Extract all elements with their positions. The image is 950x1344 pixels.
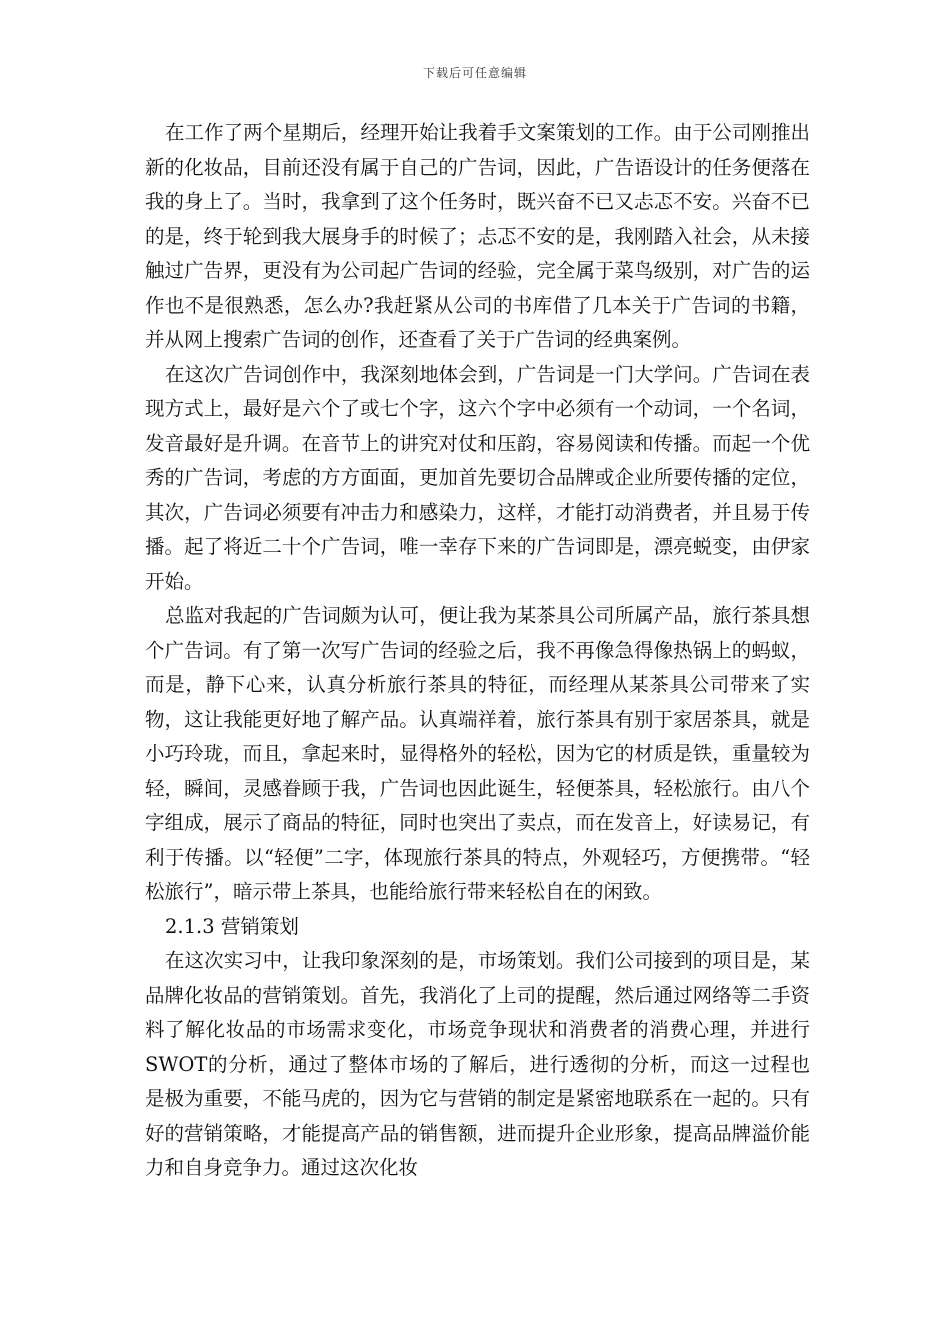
paragraph-slogan-creation: 在这次广告词创作中，我深刻地体会到，广告词是一门大学问。广告词在表现方式上，最好是六个了或七个字，这六个字中必须有一个动词，一个名词，发音最好是升调。在音节上的讲究对仗和压韵，容易阅读和传播。而起一个优秀的广告词，考虑的方方面面，更加首先要切合品牌或企业所要传播的定位，其次，广告词必须要有冲击力和感染力，这样，才能打动消费者，并且易于传播。起了将近二十个广告词，唯一幸存下来的广告词即是，漂亮蜕变，由伊家开始。 (145, 362, 810, 593)
document-body (145, 116, 810, 1186)
paragraph-tea-set-slogan: 总监对我起的广告词颇为认可，便让我为某茶具公司所属产品，旅行茶具想个广告词。有了第一次写广告词的经验之后，我不再像急得像热锅上的蚂蚁，而是，静下心来，认真分析旅行茶具的特征，而经理从某茶具公司带来了实物，这让我能更好地了解产品。认真端祥着，旅行茶具有别于家居茶具，就是小巧玲珑，而且，拿起来时，显得格外的轻松，因为它的材质是铁，重量较为轻，瞬间，灵感眷顾于我，广告词也因此诞生，轻便茶具，轻松旅行。由八个字组成，展示了商品的特征，同时也突出了卖点，而在发音上，好读易记，有利于传播。以“轻便”二字，体现旅行茶具的特点，外观轻巧，方便携带。“轻松旅行”，暗示带上茶具，也能给旅行带来轻松自在的闲致。 (145, 604, 810, 903)
paragraph-copywriting: 在工作了两个星期后，经理开始让我着手文案策划的工作。由于公司刚推出新的化妆品，目前还没有属于自己的广告词，因此，广告语设计的任务便落在我的身上了。当时，我拿到了这个任务时，既兴奋不已又忐忑不安。兴奋不已的是，终于轮到我大展身手的时候了；忐忑不安的是，我刚踏入社会，从未接触过广告界，更没有为公司起广告词的经验，完全属于菜鸟级别，对广告的运作也不是很熟悉，怎么办?我赶紧从公司的书库借了几本关于广告词的书籍，并从网上搜索广告词的创作，还查看了关于广告词的经典案例。 (145, 121, 810, 351)
paragraph-marketing-plan: 在这次实习中，让我印象深刻的是，市场策划。我们公司接到的项目是，某品牌化妆品的营销策划。首先，我消化了上司的提醒，然后通过网络等二手资料了解化妆品的市场需求变化，市场竞争现状和消费者的消费心理，并进行SWOT的分析，通过了整体市场的了解后，进行透彻的分析，而这一过程也是极为重要，不能马虎的，因为它与营销的制定是紧密地联系在一起的。只有好的营销策略，才能提高产品的销售额，进而提升企业形象，提高品牌溢价能力和自身竞争力。通过这次化妆 (145, 949, 810, 1179)
section-heading: 2.1.3 营销策划 (165, 914, 299, 938)
page-header: 下载后可任意编辑 (422, 66, 527, 80)
